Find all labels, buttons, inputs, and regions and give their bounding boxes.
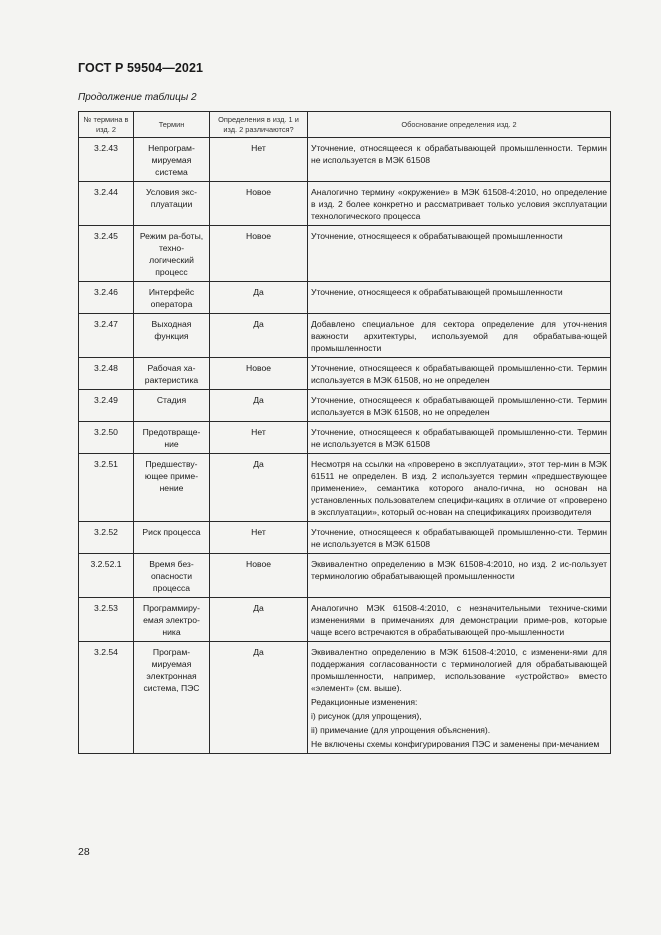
- term-cell: Стадия: [134, 390, 210, 422]
- justification-paragraph: Уточнение, относящееся к обрабатывающей промышленности. Термин не используется в МЭК 61508: [311, 143, 607, 165]
- justification-paragraph: Уточнение, относящееся к обрабатывающей промышленности: [311, 287, 563, 297]
- term-cell: Интерфейс оператора: [134, 282, 210, 314]
- term-cell: Риск процесса: [134, 522, 210, 554]
- term-number-cell: 3.2.43: [79, 138, 134, 182]
- justification-cell: [308, 598, 611, 642]
- definitions-differ-cell: Да: [210, 390, 308, 422]
- justification-cell: [308, 642, 611, 754]
- term-cell: Время без-опасности процесса: [134, 554, 210, 598]
- term-number-cell: 3.2.53: [79, 598, 134, 642]
- definitions-differ-cell: Да: [210, 282, 308, 314]
- term-number-cell: 3.2.48: [79, 358, 134, 390]
- table-row: [79, 522, 611, 554]
- term-cell: Рабочая ха-рактеристика: [134, 358, 210, 390]
- table-row: [79, 642, 611, 754]
- definitions-differ-cell: Нет: [210, 422, 308, 454]
- justification-cell: [308, 554, 611, 598]
- justification-paragraph: Не включены схемы конфигурирования ПЭС и заменены при-мечанием: [311, 739, 600, 749]
- justification-paragraph: Уточнение, относящееся к обрабатывающей промышленности: [311, 231, 563, 241]
- table-header-row: [79, 112, 611, 138]
- column-header-justification: Обоснование определения изд. 2: [308, 112, 611, 138]
- term-number-cell: 3.2.44: [79, 182, 134, 226]
- justification-paragraph: Несмотря на ссылки на «проверено в эксплуатации», этот тер-мин в МЭК 61511 не определен. В изд. 2 используется термин «предшествующее применение», семантика которого анало-гична, но основан на установленных пользователем специфи-кациях в отличие от «проверено в эксплуатации», который ос-нован на спецификациях производителя: [311, 459, 607, 517]
- table-row: [79, 358, 611, 390]
- term-number-cell: 3.2.51: [79, 454, 134, 522]
- column-header-term-number: № термина в изд. 2: [79, 112, 134, 138]
- term-cell: Условия экс-плуатации: [134, 182, 210, 226]
- justification-paragraph: Уточнение, относящееся к обрабатывающей промышленно-сти. Термин используется в МЭК 61508, но не определен: [311, 395, 607, 417]
- justification-cell: [308, 182, 611, 226]
- column-header-definitions-differ: Определения в изд. 1 и изд. 2 различаются?: [210, 112, 308, 138]
- page-number: 28: [78, 846, 90, 858]
- justification-paragraph: i) рисунок (для упрощения),: [311, 711, 422, 721]
- justification-cell: [308, 138, 611, 182]
- justification-cell: [308, 522, 611, 554]
- term-cell: Выходная функция: [134, 314, 210, 358]
- term-cell: Програм-мируемая электронная система, ПЭС: [134, 642, 210, 754]
- term-cell: Непрограм-мируемая система: [134, 138, 210, 182]
- table-row: [79, 282, 611, 314]
- table-row: [79, 226, 611, 282]
- definitions-differ-cell: Да: [210, 454, 308, 522]
- term-number-cell: 3.2.54: [79, 642, 134, 754]
- table-row: [79, 598, 611, 642]
- definitions-differ-cell: Новое: [210, 226, 308, 282]
- justification-paragraph: Редакционные изменения:: [311, 697, 418, 707]
- definitions-differ-cell: Нет: [210, 138, 308, 182]
- term-cell: Предотвраще-ние: [134, 422, 210, 454]
- definitions-differ-cell: Нет: [210, 522, 308, 554]
- table-row: [79, 314, 611, 358]
- table-row: [79, 454, 611, 522]
- justification-cell: [308, 226, 611, 282]
- definitions-differ-cell: Новое: [210, 554, 308, 598]
- justification-paragraph: Аналогично МЭК 61508-4:2010, с незначительными техниче-скими изменениями в примечаниях для демонстрации приме-ров, которые чаще всего встречаются в обрабатывающей про-мышленности: [311, 603, 607, 637]
- justification-cell: [308, 454, 611, 522]
- justification-paragraph: Аналогично термину «окружение» в МЭК 61508-4:2010, но определение в изд. 2 более конкретно и рассматривает только условия эксплуатации технологического процесса: [311, 187, 607, 221]
- definitions-differ-cell: Новое: [210, 182, 308, 226]
- justification-cell: [308, 358, 611, 390]
- term-number-cell: 3.2.45: [79, 226, 134, 282]
- table-caption: Продолжение таблицы 2: [78, 92, 197, 103]
- term-number-cell: 3.2.50: [79, 422, 134, 454]
- term-number-cell: 3.2.52: [79, 522, 134, 554]
- justification-cell: [308, 390, 611, 422]
- term-number-cell: 3.2.52.1: [79, 554, 134, 598]
- definitions-differ-cell: Да: [210, 642, 308, 754]
- justification-cell: [308, 314, 611, 358]
- term-number-cell: 3.2.47: [79, 314, 134, 358]
- justification-paragraph: Эквивалентно определению в МЭК 61508-4:2010, но изд. 2 ис-пользует терминологию обрабатывающей промышленности: [311, 559, 607, 581]
- table-row: [79, 182, 611, 226]
- table-body: [79, 138, 611, 754]
- definitions-differ-cell: Да: [210, 314, 308, 358]
- justification-paragraph: Уточнение, относящееся к обрабатывающей промышленно-сти. Термин используется в МЭК 61508, но не определен: [311, 363, 607, 385]
- justification-paragraph: Уточнение, относящееся к обрабатывающей промышленно-сти. Термин не используется в МЭК 61508: [311, 427, 607, 449]
- justification-paragraph: Эквивалентно определению в МЭК 61508-4:2010, с изменени-ями для поддержания согласованности с терминологией для обрабатывающей промышленности, например, использование «устройство» вместо «элемент» (см. выше).: [311, 647, 607, 693]
- column-header-term: Термин: [134, 112, 210, 138]
- justification-paragraph: Уточнение, относящееся к обрабатывающей промышленно-сти. Термин не используется в МЭК 61508: [311, 527, 607, 549]
- term-number-cell: 3.2.46: [79, 282, 134, 314]
- definitions-table: [78, 111, 611, 754]
- justification-paragraph: ii) примечание (для упрощения объяснения).: [311, 725, 491, 735]
- term-cell: Режим ра-боты, техно-логический процесс: [134, 226, 210, 282]
- term-cell: Предшеству-ющее приме-нение: [134, 454, 210, 522]
- table-row: [79, 390, 611, 422]
- term-cell: Программиру-емая электро-ника: [134, 598, 210, 642]
- justification-cell: [308, 282, 611, 314]
- term-number-cell: 3.2.49: [79, 390, 134, 422]
- justification-paragraph: Добавлено специальное для сектора определение для уточ-нения важности архитектуры, используемой для обрабатыва-ющей промышленности: [311, 319, 607, 353]
- justification-cell: [308, 422, 611, 454]
- table-row: [79, 554, 611, 598]
- standard-designation: ГОСТ Р 59504—2021: [78, 61, 204, 75]
- table-row: [79, 138, 611, 182]
- definitions-differ-cell: Новое: [210, 358, 308, 390]
- definitions-differ-cell: Да: [210, 598, 308, 642]
- table-row: [79, 422, 611, 454]
